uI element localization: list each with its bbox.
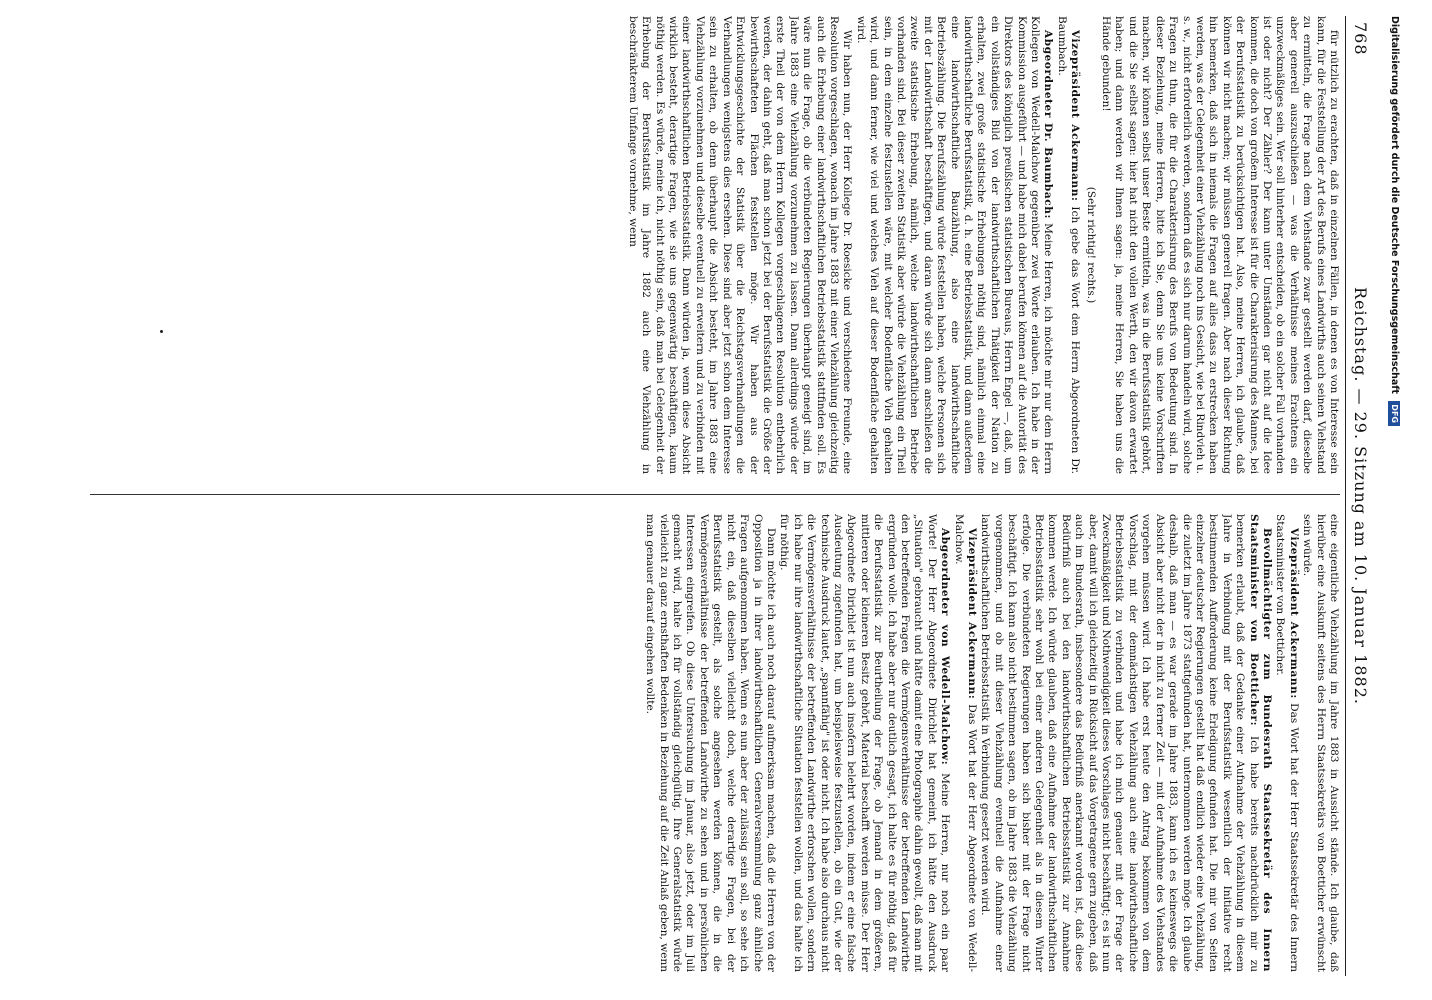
paragraph-text: Meine Herren, nur noch ein paar Worte! Der Herr Abgeordnete Dirichlet hat gemeint, ich hätte den Ausdruck „Situation" gebraucht und hätte damit eine Photographie dahin gewollt, daß man mit den betreffenden Fragen die Vermögensverhältnisse der betreffenden Landwirthe ergründen wolle. Ich habe aber nur deutlich gesagt, ich halte es für nöthig, daß für die Berufsstatistik zur Beurtheilung der Frage, ob Jemand in dem größeren, mittleren oder kleineren Besitz gehört, Material beschafft werden müsse. Der Herr Abgeordnete Dirichlet ist nun auch insofern belehrt worden, indem er eine falsche Ausdeutung zugefunden hat, um beispielsweise festzustellen, ob ein Gut, wie der technische Ausdruck lautet, „spannfähig" ist oder nicht. Ich habe also durchaus nicht die Vermögensverhältnisse der betreffenden Landwirthe erforschen wollen, sondern ich habe nur ihre landwirthschaftliche Situation feststellen wollen, und das halte ich für nöthig. (778, 514, 952, 972)
paragraph-text: Ich gebe das Wort dem Herrn Abgeordneten Dr. Baumbach. (1055, 16, 1082, 474)
paragraph (625, 16, 853, 474)
paragraph (1099, 16, 1340, 474)
paragraph (951, 514, 978, 972)
speaker-name: Vizepräsident Ackermann: (1069, 30, 1082, 202)
stage-direction (1083, 16, 1096, 474)
footer-credit (1384, 16, 1404, 984)
page-number: 768 (1351, 22, 1370, 56)
text-columns (90, 16, 1340, 976)
speaker-name: Abgeordneter Dr. Baumbach: (1042, 30, 1055, 219)
paragraph (777, 514, 951, 972)
paragraph-text: Dann möchte ich auch noch darauf aufmerksam machen, daß die Herren von der Opposition ja in ihrer landwirthschaftlichen Generalversammlung ganz ähnliche Fragen aufgenommen haben. Wenn es nun aber der zulässig sein soll, so sehe ich nicht ein, daß dieselben vielleicht doch, welche derartige Fragen, bei der Berufsstatistik gestellt, als solche angesehen werden können, die in die Vermögensverhältnisse der betreffenden Landwirthe zu sehen und in persönlichen Interessen eingreifen. Ob diese Untersuchung im Januar, also jetzt, oder im Juli gemacht wird, halte ich für vollständig gleichgültig. Ihre Generalstatistik würde vielleicht zu ganz ernsthaften Bedenken in Beziehung auf die Zeit Anlaß geben, wenn man genauer darauf eingehen wollte. (644, 514, 777, 972)
paragraph-text: (Sehr richtig! rechts.) (1084, 186, 1097, 304)
document-page (82, 16, 1372, 976)
paragraph (853, 16, 1054, 474)
paragraph (978, 514, 1273, 972)
paragraph-text: Ich habe bereits nachdrücklich mir zu bemerken erlaubt, daß der Gedanke einer Aufnahme der Viehzählung in diesem Jahre in Verbindung mit der Berufsstatistik wesentlich der Initiative recht bestimmenden Aufforderung keine Erledigung gefunden hat. Die mir von Seiten einzelner deutscher Regierungen gestellt hat daß endlich wieder eine Viehzählung, die zuletzt im Jahre 1873 stattgefunden hat, unternommen werden möge. Ich glaube deshalb, daß man — es war gerade im Jahre 1883, kann ich es keineswegs die Absicht aber nicht der in nicht zu ferner Zeit — mit der Aufnahme des Viehstandes vorgehen müssen wird. Ich habe erst heute den Antrag bekommen von dem Vorschlag, mit der demnächstigen Viehzählung auch eine landwirthschaftliche Betriebsstatistik zu verbinden und habe ich mich genauer mit der Frage der Zweckmäßigkeit und Nothwendigkeit dieses Vorschlages nicht beschäftigt; es ist nun aber, damit will ich gleichzeitig in Rücksicht auf das Vorgetragene gern zugeben, daß auch im Bundesrath, insbesondere das Bedürfniß anerkannt worden ist, daß diese Bedürfniß auch bei den landwirthschaftlichen Betriebsstatistik zur Annahme kommen werde. Ich würde glauben, daß eine Aufnahme der landwirthschaftlichen Betriebsstatistik sehr wohl bei einer anderen Gelegenheit als in diesem Winter erfolge. Die verbündeten Regierungen haben sich bisher mit der Frage nicht beschäftigt. Ich kann also nicht bestimmen sagen, ob im Jahre 1883 die Viehzählung vorgenommen, und ob mit dieser Viehzählung eventuell die Aufnahme einer landwirthschaftlichen Betriebsstatistik in Verbindung gesetzt werden wird. (979, 514, 1260, 972)
speaker-name: Abgeordneter von Wedell-Malchow: (939, 528, 952, 766)
paragraph (1300, 514, 1340, 972)
paragraph (643, 514, 777, 972)
paragraph (1273, 514, 1300, 972)
left-column (90, 16, 1340, 474)
dfg-logo: DFG (1389, 401, 1401, 426)
running-title: Reichstag. — 29. Sitzung am 10. Januar 1882. (1351, 287, 1370, 705)
paragraph-text: Wir haben nun, der Herr Kollege Dr. Roesicke und verschiedene Freunde, eine Resolution vorgeschlagen, wonach im Jahre 1883 mit einer Viehzählung gleichzeitig auch die Erhebung einer landwirthschaftlichen Betriebsstatistik stattfinden soll. Es wäre nun die Frage, ob die verbündeten Regierungen überhaupt geneigt sind, im Jahre 1883 eine Viehzählung vorzunehmen zu lassen. Dann allerdings würde der erste Theil der von dem Herrn Kollegen vorgeschlagenen Resolution entbehrlich werden, der dahin geht, daß man schon jetzt bei der Berufsstatistik die Größe der bewirthschafteten Flächen feststellen möge. Wir haben aus der Entwicklungsgeschichte der Statistik über die Reichstagsverhandlungen die Verhandlungen wenigstens dies ersehen. Diese sind aber jetzt schon dem Interesse sein zu erhalten, ob denn überhaupt die Absicht besteht, im Jahre 1883 eine Viehzählung vorzunehmen und dieselbe eventuell zu erweitern und zu verbinden mit einer landwirthschaftlichen Betriebsstatistik. Dann würden ja, wenn diese Absicht wirklich besteht, derartige Fragen, wie sie uns gegenwärtig beschäftigen, kaum nöthig werden. Es würde, meine ich, nicht nöthig sein, daß man bei Gelegenheit der Erhebung der Berufsstatistik im Jahre 1882 auch eine Viehzählung in beschränkterem Umfange vornehme, wenn (626, 16, 854, 474)
paragraph-text: Meine Herren, ich möchte mir nur dem Herrn Kollegen von Wedell-Malchow gegenüber zwei Worte erlauben. Ich habe in der Kommission ausgeführt — und habe mich dabei berufen können auf die Autorität des Direktors des königlich preußischen statistischen Bureaus, Herrn Engel —, daß, um ein vollständiges Bild von der landwirthschaftlichen Thätigkeit der Nation zu erhalten, zwei große statistische Erhebungen nöthig sind, nämlich einmal eine landwirthschaftliche Berufsstatistik, d. h. eine Betriebsstatistik, und dann außerdem eine landwirthschaftliche Bauzählung, also eine landwirthschaftliche Betriebszählung. Die Berufszählung würde feststellen haben, welche Personen sich mit der Landwirthschaft beschäftigen, und daran würde sich dann anschließen die zweite statistische Erhebung, nämlich, welche landwirthschaftlichen Betriebe vorhanden sind. Bei dieser zweiten Statistik aber würde die Viehzählung ein Theil sein, in dem einzelne festzustellen wäre, mit welcher Bodenfläche Vieh gehalten wird, und dann ferner, wie viel und welches Vieh auf dieser Bodenfläche gehalten wird. (854, 16, 1055, 474)
column-divider (90, 494, 1340, 495)
speaker-name: Bevollmächtigter zum Bundesrath Staatssekretär des Innern Staatsminister von Boetticher: (1247, 514, 1273, 972)
page-header (1345, 16, 1372, 976)
paragraph-text: eine eigentliche Viehzählung im Jahre 1883 in Aussicht stände. Ich glaube, daß hierüber eine Auskunft seitens des Herrn Staatssekretärs von Boetticher erwünscht sein würde. (1301, 514, 1340, 972)
footer-credit-text: Digitalisierung gefördert durch die Deutsche Forschungsgemeinschaft (1389, 16, 1400, 394)
paragraph-text: Das Wort hat der Herr Staatssekretär des Innern Staatsminister von Boetticher. (1274, 514, 1300, 972)
paragraph-text: Das Wort hat der Herr Abgeordnete von Wedell-Malchow. (952, 514, 979, 972)
paragraph (1054, 16, 1081, 474)
right-column (90, 514, 1340, 972)
scan-speck (160, 330, 163, 333)
paragraph-text: für nützlich zu erachten, daß in einzelnen Fällen, in denen es von Interesse sein kann, für die Feststellung der Art des Berufs eines Landwirths auch seinen Viehstand zu ermitteln, die Frage nach dem Viehstande zwar gestellt werden darf, dieselbe aber generell auszuschließen — was die Verhältnisse meines Erachtens ein unzweckmäßiges sein. Wer soll hinterher entscheiden, ob ein solcher Fall vorhanden ist oder nicht? Der Zähler? Der kann unter Umständen gar nicht auf die Idee kommen, die doch von großem Interesse ist für die Charakterisirung des Mannes, bei der Berufsstatistik zu berücksichtigen hat. Also, meine Herren, ich glaube, daß können wir nicht machen; wir müssen generell fragen. Aber nach dieser Richtung hin bemerken, daß sich in niemals die Fragen auf alles dass zu erstrecken haben werden, was der Gelegenheit einer Viehzählung noch ins Gesicht, wie bei Rindvieh u. s. w., nicht erforderlich werden, sondern daß es sich nur darum handeln wird, solche Fragen zu thun, die für die Charakterisirung des Berufs von Bedeutung sind. In dieser Beziehung, meine Herren, bitte ich Sie, denn Sie uns keine Vorschriften machen, wir können selbst unser Beste ermitteln, was in die Berufsstatistik gehört, und die Sie selbst sagen: hier hat nicht den vollen Werth, den wir davon erwartet haben; und dann werden wir Ihnen sagen: ja, meine Herren, Sie haben uns die Hände gebunden! (1100, 16, 1340, 474)
speaker-name: Vizepräsident Ackermann: (1287, 528, 1300, 699)
speaker-name: Vizepräsident Ackermann: (966, 528, 979, 700)
